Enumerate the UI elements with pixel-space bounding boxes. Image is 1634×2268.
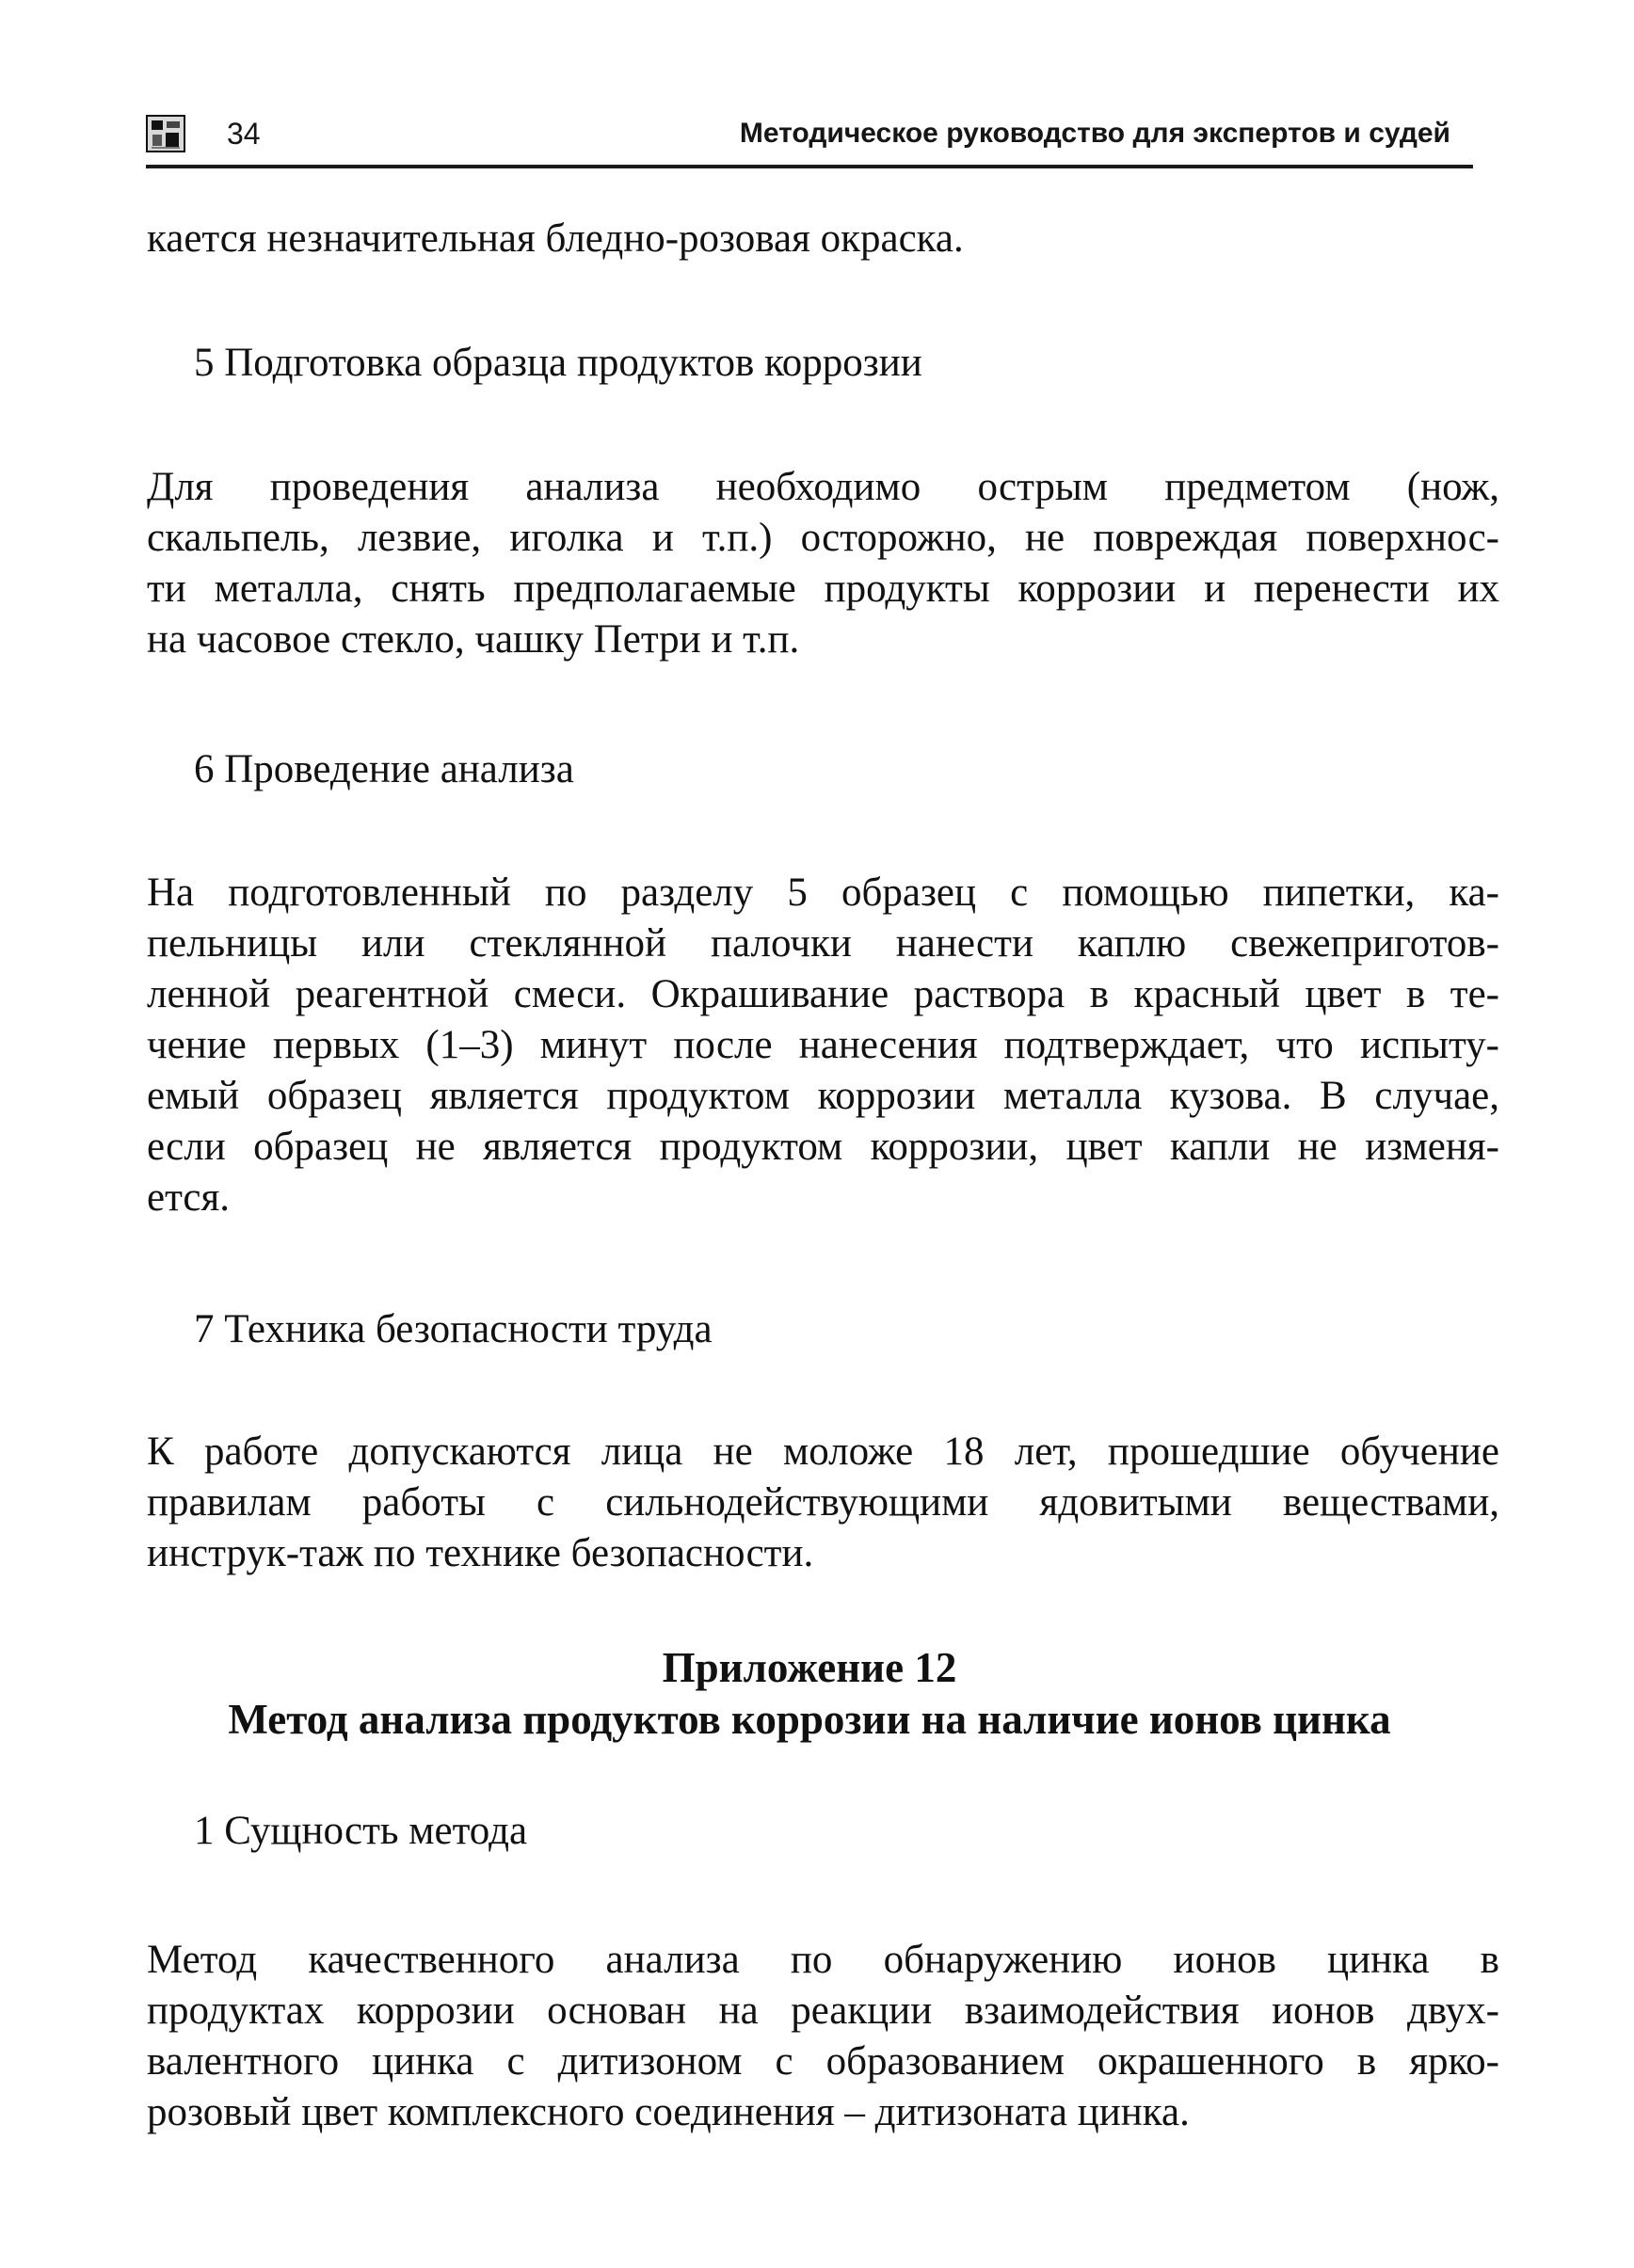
section-5-heading: 5 Подготовка образца продуктов коррозии — [194, 341, 922, 385]
paragraph-line: правилам работы с сильнодействующими ядовитыми веществами, — [147, 1480, 1499, 1525]
page-number: 34 — [227, 117, 261, 151]
paragraph-line: Метод качественного анализа по обнаружению ионов цинка в — [147, 1938, 1499, 1982]
paragraph-line: ленной реагентной смеси. Окрашивание раствора в красный цвет в те- — [147, 972, 1499, 1016]
section-6-paragraph — [147, 868, 1499, 1223]
section-5-paragraph — [147, 462, 1499, 665]
section-7-heading: 7 Техника безопасности труда — [194, 1307, 713, 1351]
paragraph-line: пельницы или стеклянной палочки нанести каплю свежеприготов- — [147, 921, 1499, 966]
paragraph-line: валентного цинка с дитизоном с образованием окрашенного в ярко- — [147, 2039, 1499, 2084]
page-header — [146, 102, 1473, 158]
paragraph-line: продуктах коррозии основан на реакции взаимодействия ионов двух- — [147, 1988, 1499, 2033]
paragraph-line: на часовое стекло, чашку Петри и т.п. — [147, 617, 800, 662]
paragraph-line: розовый цвет комплексного соединения – дитизоната цинка. — [147, 2090, 1190, 2134]
header-divider — [146, 165, 1473, 168]
appendix-number-heading: Приложение 12 — [662, 1644, 957, 1691]
appendix-title-heading: Метод анализа продуктов коррозии на наличие ионов цинка — [228, 1696, 1391, 1743]
paragraph-line: инструк-таж по технике безопасности. — [147, 1531, 814, 1575]
paragraph-line: ется. — [147, 1175, 231, 1220]
paragraph-line: чение первых (1–3) минут после нанесения подтверждает, что испыту- — [147, 1023, 1499, 1067]
paragraph-line: скальпель, лезвие, иголка и т.п.) осторожно, не повреждая поверхнос- — [147, 516, 1499, 560]
section-7-paragraph — [147, 1427, 1499, 1579]
paragraph-line: К работе допускаются лица не моложе 18 лет, прошедшие обучение — [147, 1429, 1499, 1474]
section-6-heading: 6 Проведение анализа — [194, 747, 574, 791]
intro-text-line: кается незначительная бледно-розовая окраска. — [147, 216, 964, 261]
paragraph-line: Для проведения анализа необходимо острым предметом (нож, — [147, 465, 1499, 509]
appendix-section-1-paragraph — [147, 1935, 1499, 2138]
running-header-title: Методическое руководство для экспертов и судей — [739, 118, 1450, 149]
publisher-logo-icon — [146, 115, 185, 152]
paragraph-line: емый образец является продуктом коррозии металла кузова. В случае, — [147, 1074, 1499, 1118]
paragraph-line: На подготовленный по разделу 5 образец с помощью пипетки, ка- — [147, 870, 1499, 915]
paragraph-line: ти металла, снять предполагаемые продукты коррозии и перенести их — [147, 567, 1499, 611]
appendix-section-1-heading: 1 Сущность метода — [194, 1809, 528, 1853]
paragraph-line: если образец не является продуктом коррозии, цвет капли не изменя- — [147, 1125, 1499, 1169]
